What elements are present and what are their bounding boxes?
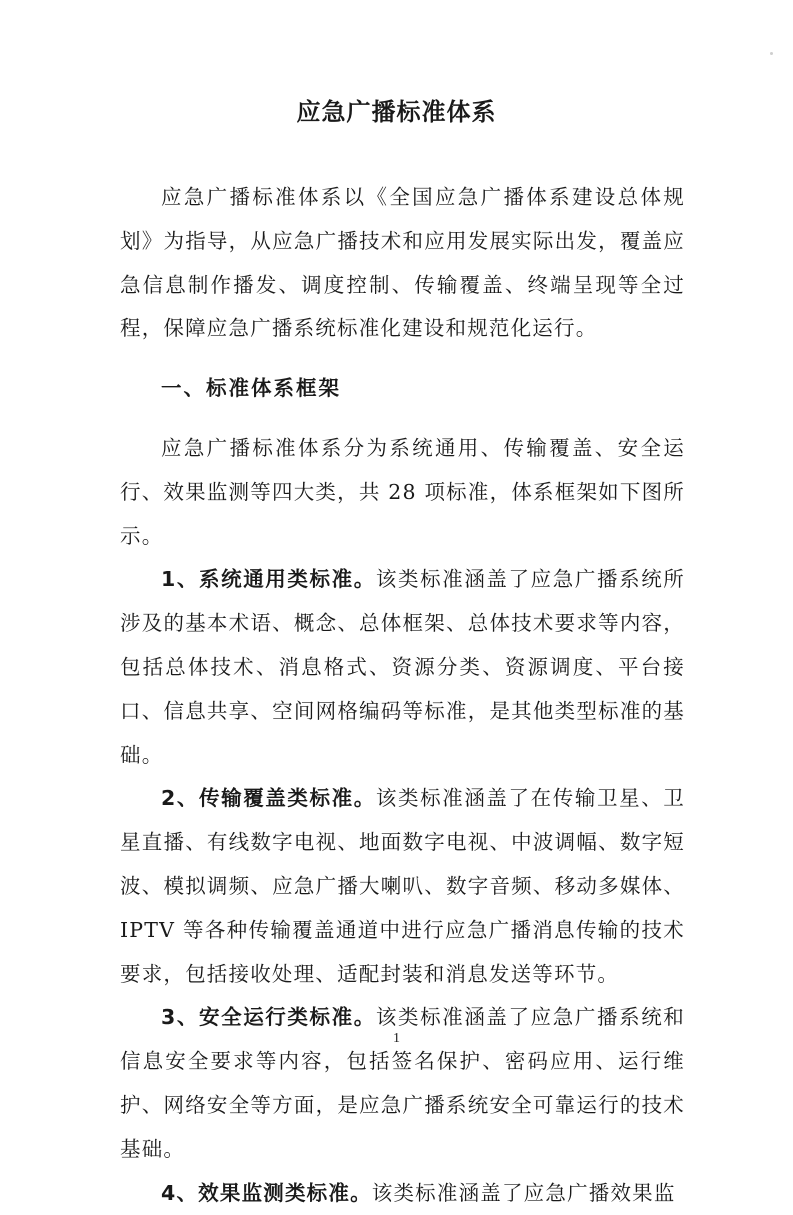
page-title: 应急广播标准体系 — [296, 98, 497, 126]
item-lead: 1、系统通用类标准。 — [161, 567, 376, 592]
page-number: 1 — [393, 1031, 400, 1046]
item-lead: 2、传输覆盖类标准。 — [161, 786, 376, 811]
scan-speck — [770, 52, 773, 55]
document-body — [120, 176, 685, 1215]
item-paragraph-1 — [120, 558, 685, 777]
item-paragraph-2 — [120, 777, 685, 996]
section-intro-paragraph: 应急广播标准体系分为系统通用、传输覆盖、安全运行、效果监测等四大类，共 28 项标准，体系框架如下图所示。 — [120, 435, 685, 548]
item-lead: 3、安全运行类标准。 — [161, 1005, 376, 1030]
item-paragraph-3 — [120, 996, 685, 1171]
item-text: 该类标准涵盖了应急广播系统和信息安全要求等内容，包括签名保护、密码应用、运行维护、网络安全等方面，是应急广播系统安全可靠运行的技术基础。 — [120, 1005, 685, 1161]
intro-paragraph: 应急广播标准体系以《全国应急广播体系建设总体规划》为指导，从应急广播技术和应用发展实际出发，覆盖应急信息制作播发、调度控制、传输覆盖、终端呈现等全过程，保障应急广播系统标准化建设和规范化运行。 — [120, 185, 685, 341]
item-text: 该类标准涵盖了应急广播效果监 — [371, 1180, 676, 1205]
item-text: 该类标准涵盖了在传输卫星、卫星直播、有线数字电视、地面数字电视、中波调幅、数字短波、模拟调频、应急广播大喇叭、数字音频、移动多媒体、IPTV 等各种传输覆盖通道中进行应急广播消息传输的技术要求，包括接收处理、适配封装和消息发送等环节。 — [120, 786, 685, 986]
spacer — [120, 411, 685, 427]
spacer — [120, 351, 685, 367]
section-heading: 一、标准体系框架 — [161, 376, 341, 401]
item-text: 该类标准涵盖了应急广播系统所涉及的基本术语、概念、总体框架、总体技术要求等内容，包括总体技术、消息格式、资源分类、资源调度、平台接口、信息共享、空间网格编码等标准，是其他类型标准的基础。 — [120, 567, 685, 767]
item-paragraph-4 — [120, 1172, 685, 1215]
item-lead: 4、效果监测类标准。 — [161, 1180, 372, 1205]
